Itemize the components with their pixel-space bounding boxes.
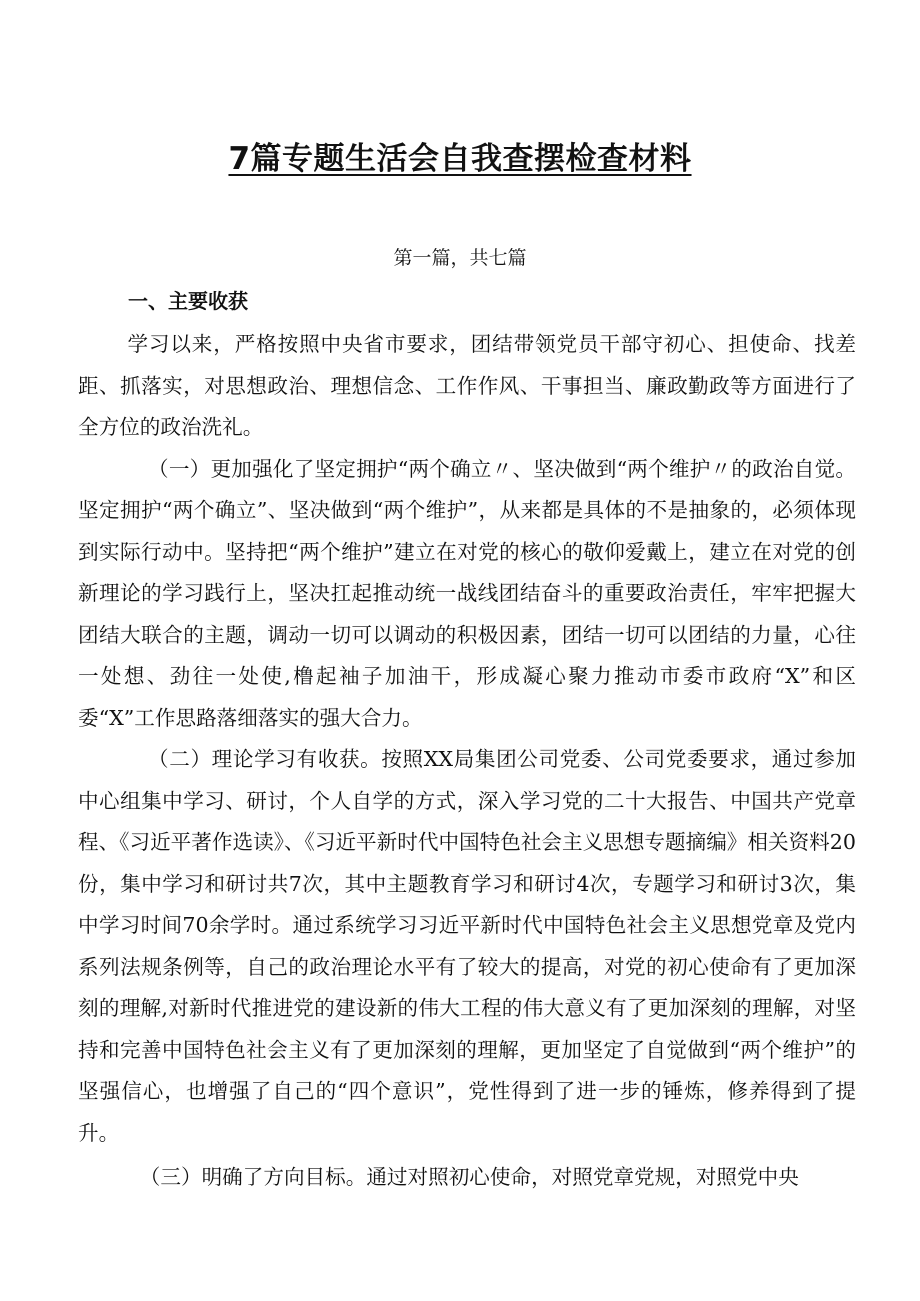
document-title-text: 7篇专题生活会自我查摆检查材料 [228, 141, 692, 177]
section-heading: 一、主要收获 [128, 289, 248, 313]
document-body [78, 324, 856, 1199]
paragraph-intro: 学习以来，严格按照中央省市要求，团结带领党员干部守初心、担使命、找差距、抓落实，对思想政治、理想信念、工作作风、干事担当、廉政勤政等方面进行了全方位的政治洗礼。 [78, 332, 856, 439]
part-label: 第一篇，共七篇 [393, 247, 527, 269]
document-title [0, 136, 920, 182]
paragraph-item-2: （二）理论学习有收获。按照XX局集团公司党委、公司党委要求，通过参加中心组集中学习、研讨，个人自学的方式，深入学习党的二十大报告、中国共产党章程、《习近平著作选读》、《习近平新时代中国特色社会主义思想专题摘编》相关资料20份，集中学习和研讨共7次，其中主题教育学习和研讨4次，专题学习和研讨3次，集中学习时间70余学时。通过系统学习习近平新时代中国特色社会主义思想党章及党内系列法规条例等，自己的政治理论水平有了较大的提高，对党的初心使命有了更加深刻的理解,对新时代推进党的建设新的伟大工程的伟大意义有了更加深刻的理解，对坚持和完善中国特色社会主义有了更加深刻的理解，更加坚定了自觉做到“两个维护”的坚强信心，也增强了自己的“四个意识”，党性得到了进一步的锤炼，修养得到了提升。 [78, 747, 856, 1145]
paragraph-item-3: （三）明确了方向目标。通过对照初心使命，对照党章党规，对照党中央 [139, 1165, 799, 1189]
paragraph-item-1: （一）更加强化了坚定拥护“两个确立〃、坚决做到“两个维护〃的政治自觉。坚定拥护“两个确立”、坚决做到“两个维护”，从来都是具体的不是抽象的，必须体现到实际行动中。坚持把“两个维护”建立在对党的核心的敬仰爱戴上，建立在对党的创新理论的学习践行上，坚决扛起推动统一战线团结奋斗的重要政治责任，牢牢把握大团结大联合的主题，调动一切可以调动的积极因素，团结一切可以团结的力量，心往一处想、劲往一处使,橹起袖子加油干，形成凝心聚力推动市委市政府“X”和区委“X”工作思路落细落实的强大合力。 [78, 456, 856, 730]
